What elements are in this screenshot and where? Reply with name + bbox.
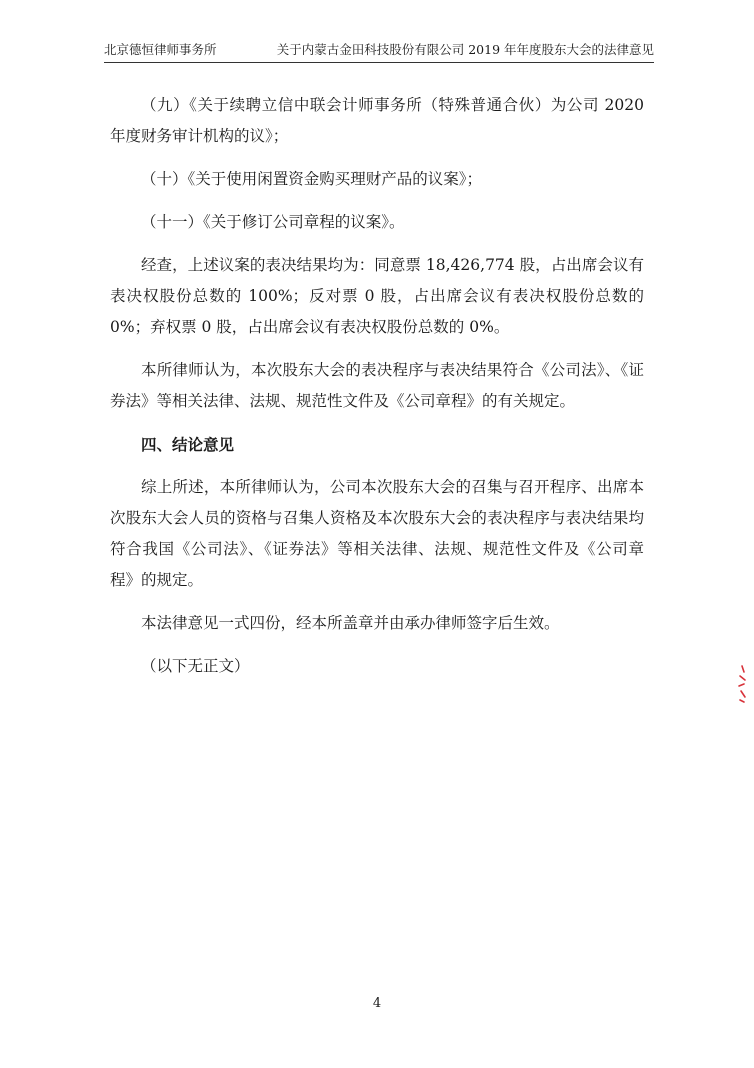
paragraph-gap bbox=[110, 460, 644, 472]
agenda-item-11: （十一）《关于修订公司章程的议案》。 bbox=[141, 213, 405, 231]
page-number: 4 bbox=[372, 996, 382, 1011]
header-firm-name: 北京德恒律师事务所 bbox=[104, 42, 217, 57]
header-document-title: 关于内蒙古金田科技股份有限公司 2019 年年度股东大会的法律意见 bbox=[276, 42, 654, 57]
conclusion-paragraph: 综上所述，本所律师认为，公司本次股东大会的召集与召开程序、出席本次股东大会人员的资格与召集人资格及本次股东大会的表决程序与表决结果均符合我国《公司法》、《证券法》等相关法律、法规、规范性文件及《公司章程》的规定。 bbox=[110, 478, 644, 589]
section-heading-conclusion: 四、结论意见 bbox=[141, 435, 235, 454]
copies-paragraph: 本法律意见一式四份，经本所盖章并由承办律师签字后生效。 bbox=[141, 614, 560, 632]
no-more-text-note: （以下无正文） bbox=[141, 657, 250, 675]
seal-stamp-edge bbox=[736, 664, 748, 704]
paragraph-gap bbox=[110, 639, 644, 651]
document-body bbox=[110, 90, 644, 682]
lawyer-opinion-paragraph: 本所律师认为，本次股东大会的表决程序与表决结果符合《公司法》、《证券法》等相关法律、法规、规范性文件及《公司章程》的有关规定。 bbox=[110, 361, 644, 410]
agenda-item-10: （十）《关于使用闲置资金购买理财产品的议案》； bbox=[141, 170, 483, 188]
vote-result-paragraph: 经查，上述议案的表决结果均为：同意票 18,426,774 股，占出席会议有表决权股份总数的 100%；反对票 0 股，占出席会议有表决权股份总数的 0%；弃权票 0 股，占出席会议有表决权股份总数的 0%。 bbox=[110, 256, 644, 336]
paragraph-gap bbox=[110, 417, 644, 429]
paragraph-gap bbox=[110, 238, 644, 250]
agenda-item-9: （九）《关于续聘立信中联会计师事务所（特殊普通合伙）为公司 2020 年度财务审计机构的议》； bbox=[110, 96, 644, 145]
paragraph-gap bbox=[110, 152, 644, 164]
paragraph-gap bbox=[110, 596, 644, 608]
paragraph-gap bbox=[110, 343, 644, 355]
page-header bbox=[104, 40, 654, 63]
paragraph-gap bbox=[110, 195, 644, 207]
